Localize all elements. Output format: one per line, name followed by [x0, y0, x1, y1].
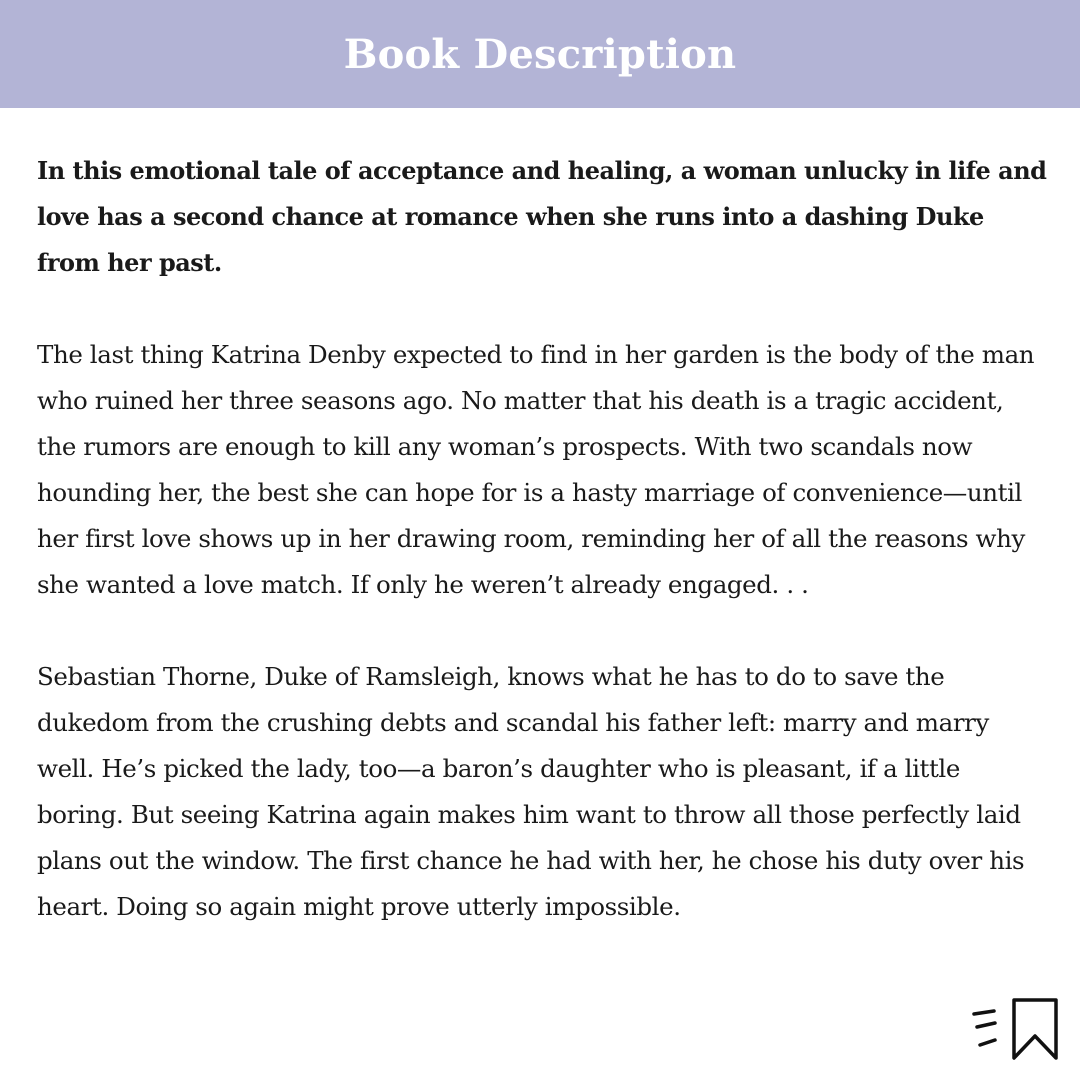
page-title: Book Description [343, 30, 737, 78]
lead-paragraph: In this emotional tale of acceptance and healing, a woman unlucky in life and love has a second chance at romance when she runs into a dashing Duke from her past. [37, 156, 1047, 277]
speed-line-icon [980, 1040, 995, 1045]
bookmark-icon [1014, 1000, 1056, 1058]
speed-line-icon [974, 1011, 994, 1014]
description-body [37, 148, 1047, 930]
body-paragraph-2: Sebastian Thorne, Duke of Ramsleigh, knows what he has to do to save the dukedom from the crushing debts and scandal his father left: marry and marry well. He’s picked the lady, too—a baron’s daughter who is pleasant, if a little boring. But seeing Katrina again makes him want to throw all those perfectly laid plans out the window. The first chance he had with her, he chose his duty over his heart. Doing so again might prove utterly impossible. [37, 662, 1025, 921]
header-banner [0, 0, 1080, 108]
bookmark-logo-icon [968, 996, 1064, 1064]
speed-line-icon [977, 1023, 995, 1027]
body-paragraph-1: The last thing Katrina Denby expected to find in her garden is the body of the man who ruined her three seasons ago. No matter that his death is a tragic accident, the rumors are enough to kill any woman’s prospects. With two scandals now hounding her, the best she can hope for is a hasty marriage of convenience—until her first love shows up in her drawing room, reminding her of all the reasons why she wanted a love match. If only he weren’t already engaged. . . [37, 340, 1035, 599]
